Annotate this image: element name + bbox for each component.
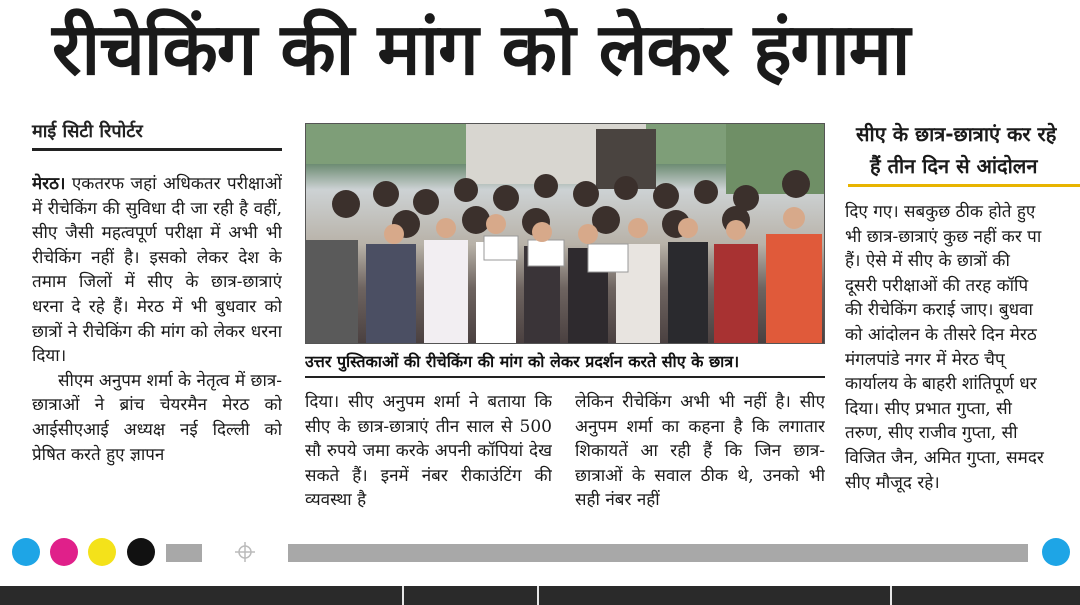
article-paragraph-2: सीएम अनुपम शर्मा के नेतृत्व में छात्र-छात्राओं ने ब्रांच चेयरमैन मेरठ को आईसीएआई अध्यक्ष नई दिल्ली को प्रेषित करते हुए ज्ञापन [32,370,282,465]
col4-line: दूसरी परीक्षाओं की तरह कॉपि [845,275,1029,296]
photo-caption: उत्तर पुस्तिकाओं की रीचेकिंग की मांग को लेकर प्रदर्शन करते सीए के छात्र। [305,348,825,378]
yellow-dot [88,538,116,566]
print-color-registration-bar [0,534,1080,574]
magenta-dot [50,538,78,566]
article-paragraph-1: एकतरफ जहां अधिकतर परीक्षाओं में रीचेकिंग की सुविधा दी जा रही है वहीं, सीए जैसी महत्वपूर्ण परीक्षा में अभी भी रीचेकिंग नहीं है। इसको लेकर देश के तमाम जिलों में सीए के छात्र-छात्राएं धरना दे रहे हैं। मेरठ में भी बुधवार को छात्रों ने रीचेकिंग की मांग को लेकर धरना दिया। [32,174,282,367]
col4-line: हैं। ऐसे में सीए के छात्रों की [845,251,1010,272]
col4-line: को आंदोलन के तीसरे दिन मेरठ [845,324,1037,345]
col4-line: दिए गए। सबकुछ ठीक होते हुए [845,202,1036,222]
dateline: मेरठ। [32,174,66,194]
col4-line: की रीचेकिंग कराई जाए। बुधवा [845,300,1033,321]
bottom-band [0,586,1080,605]
band-separator [537,586,539,605]
band-separator [890,586,892,605]
col4-line: कार्यालय के बाहरी शांतिपूर्ण धर [845,374,1037,395]
sidebar-headline-line-1: सीए के छात्र-छात्राएं कर रहे [856,122,1057,146]
headline: रीचेकिंग की मांग को लेकर हंगामा [52,7,910,91]
band-separator [402,586,404,605]
col4-line: मंगलपांडे नगर में मेरठ चैप् [845,349,1005,370]
protest-photo-illustration [306,124,825,344]
col4-line: सीए मौजूद रहे। [845,472,940,493]
col4-line: दिया। सीए प्रभात गुप्ता, सी [845,398,1012,419]
article-column-3: लेकिन रीचेकिंग अभी भी नहीं है। सीए अनुपम शर्मा का कहना है कि लगातार शिकायतें आ रही हैं कि जिन छात्र-छात्राओं के सवाल ठीक थे, उनको भी सही नंबर नहीं [575,392,825,511]
cyan-dot-right [1042,538,1070,566]
article-column-2: दिया। सीए अनुपम शर्मा ने बताया कि सीए के छात्र-छात्राएं तीन साल से 500 सौ रुपये जमा करके अपनी कॉपियां देख सकते हैं। इनमें नंबर रीकाउंटिंग की व्यवस्था है [305,392,552,511]
protest-photo [305,123,825,344]
sidebar-headline [848,118,1080,187]
gray-swatch [166,544,202,562]
byline: माई सिटी रिपोर्टर [32,120,282,151]
black-dot [127,538,155,566]
col4-line: भी छात्र-छात्राएं कुछ नहीं कर पा [845,226,1042,247]
sidebar-headline-line-2: हैं तीन दिन से आंदोलन [870,154,1038,178]
gray-density-strip [288,544,1028,562]
cyan-dot [12,538,40,566]
col4-line: विजित जैन, अमित गुप्ता, समदर [845,447,1044,468]
article-column-4 [845,200,1080,524]
col4-line: तरुण, सीए राजीव गुप्ता, सी [845,423,1018,444]
registration-mark-icon [235,542,255,562]
article-column-1 [32,172,282,524]
